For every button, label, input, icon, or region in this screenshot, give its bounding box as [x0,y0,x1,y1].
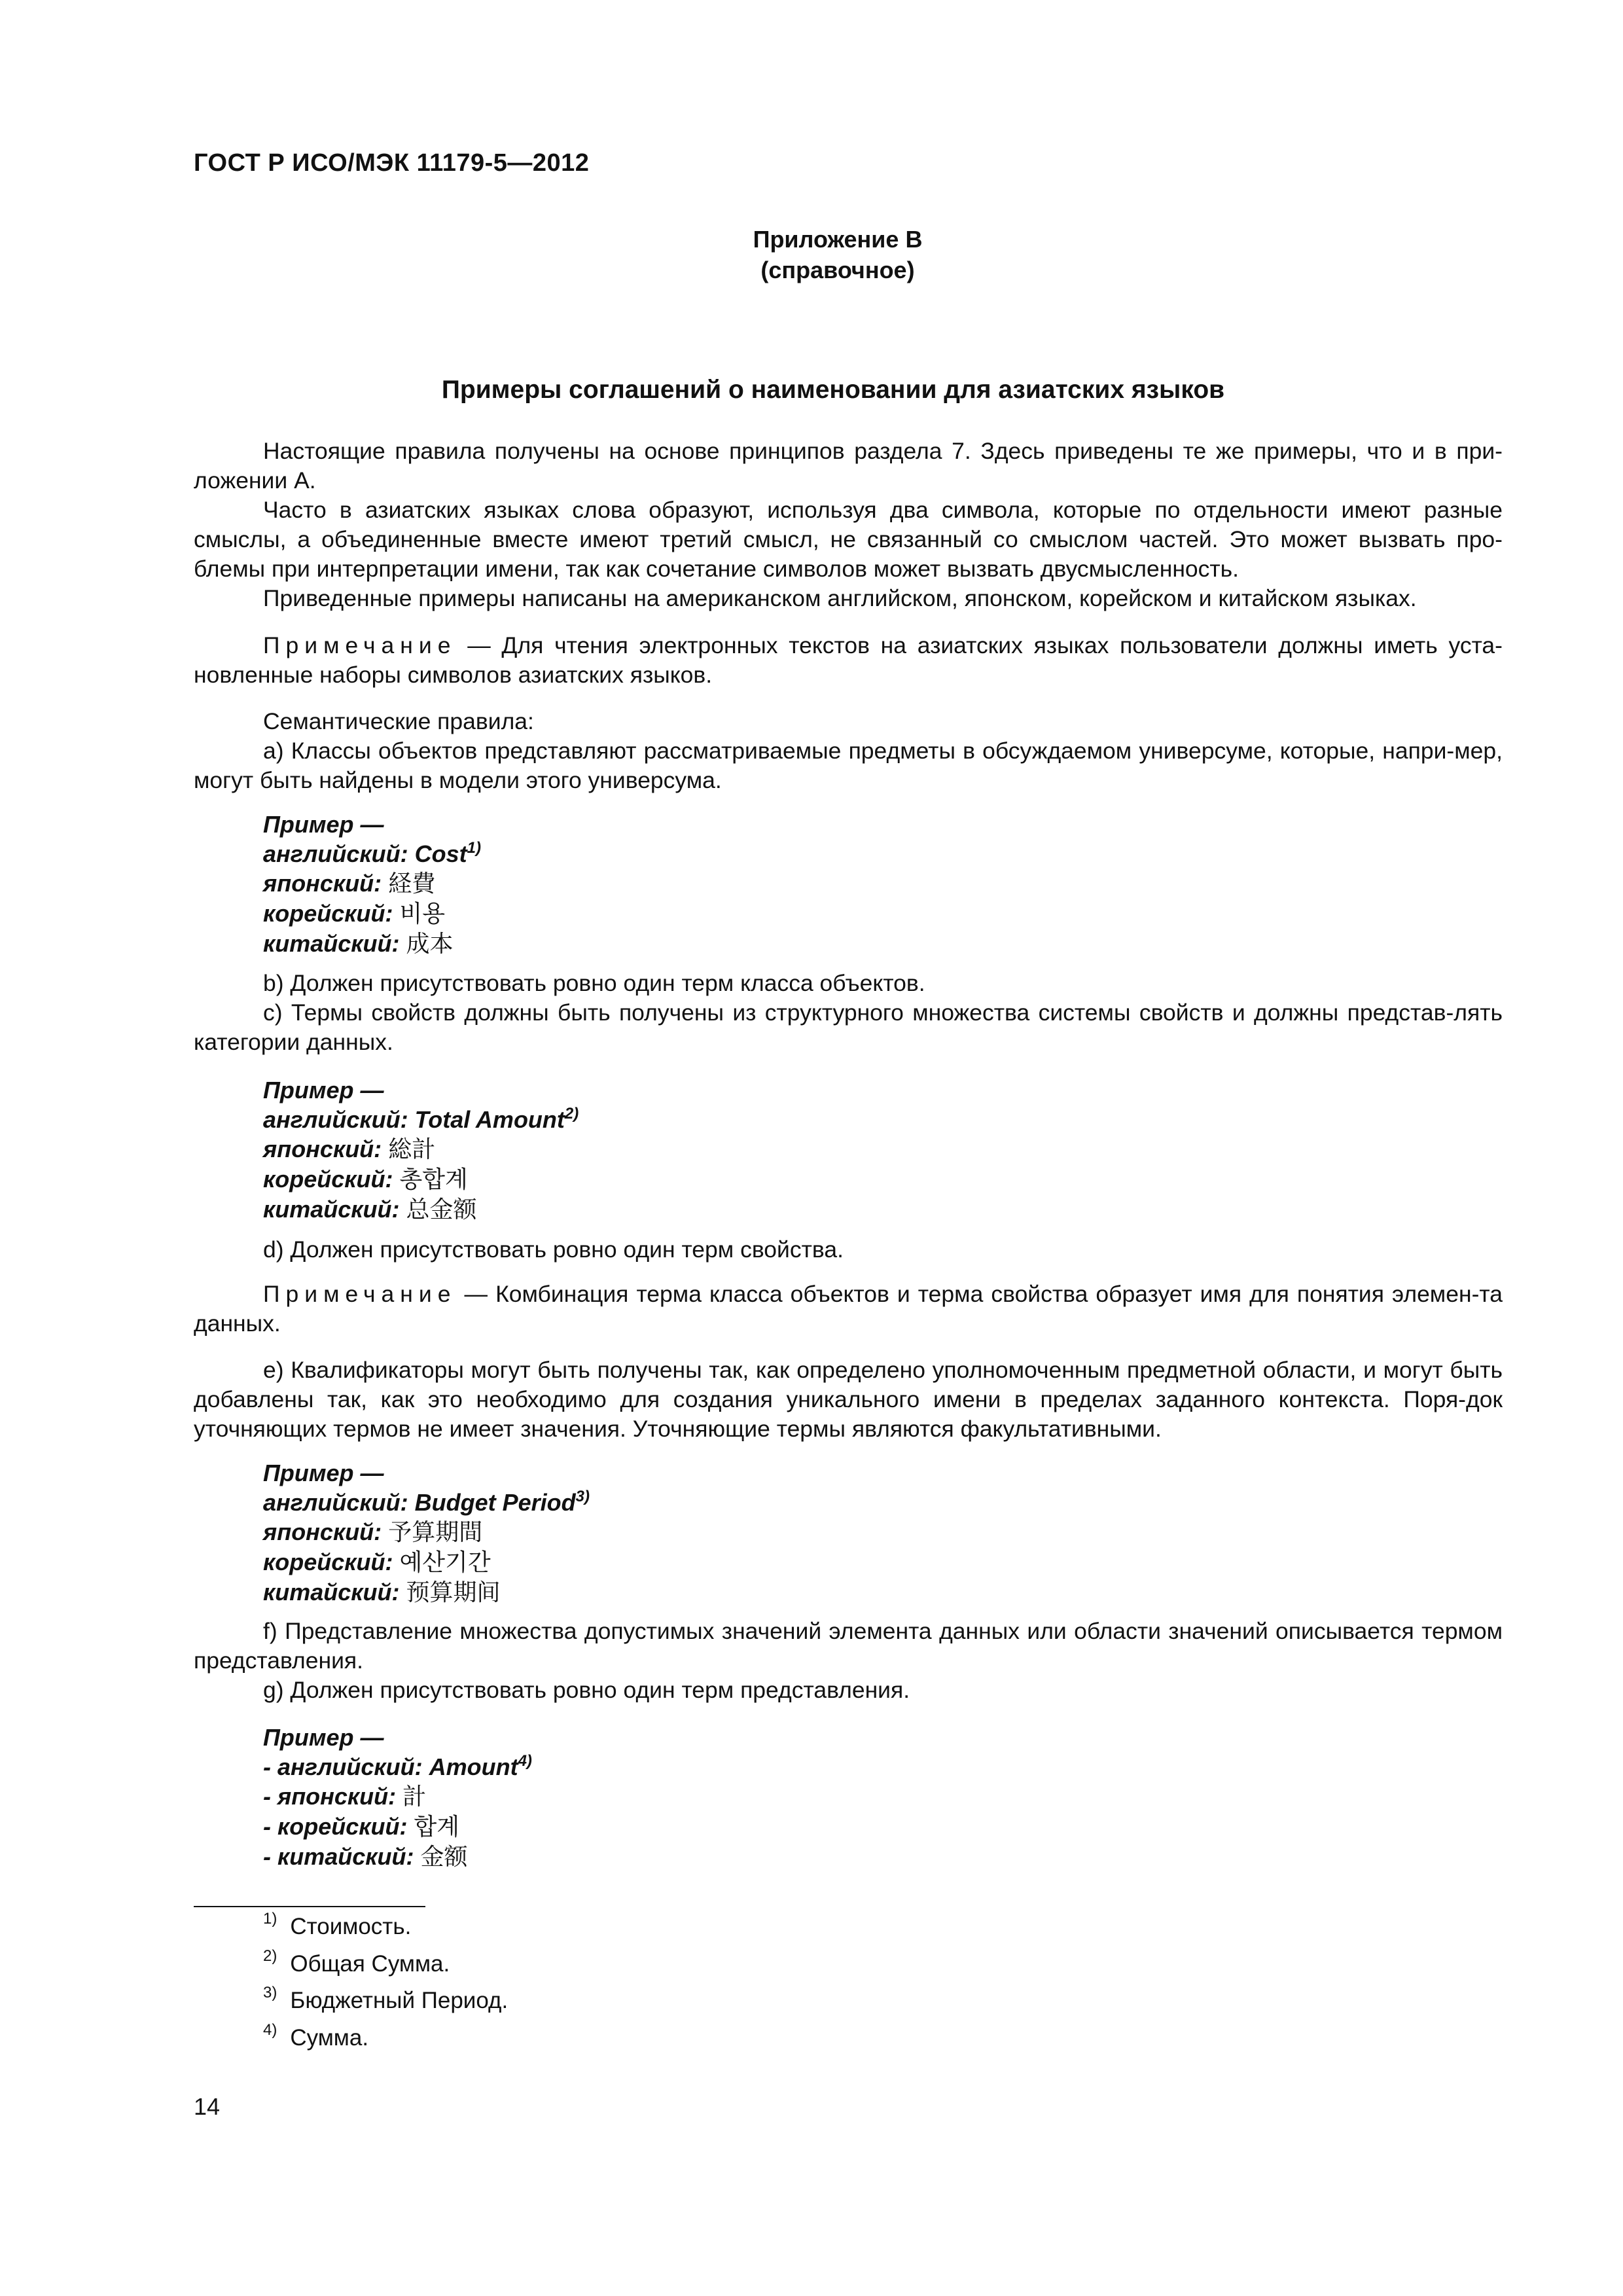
footnote-2 [263,1947,450,1977]
term-ko: 총합계 [399,1166,468,1193]
footnote-ref: 2) [564,1105,579,1122]
example-heading: Пример — [263,1460,384,1486]
lang-label-en: английский: [263,1489,408,1516]
rule-b: b) Должен присутствовать ровно один терм класса объектов. [263,970,925,996]
lang-label-ja: японский: [263,1136,382,1162]
paragraph-intro: Настоящие правила получены на основе принципов раздела 7. Здесь приведены те же примеры, что и в при-ложении А. [194,438,1503,493]
example-block-3 [263,1458,590,1607]
note-charsets [194,631,1503,690]
term-ja: 経費 [388,870,436,897]
example-block-2 [263,1075,579,1225]
lang-label-zh: китайский: [263,930,400,957]
term-zh: 成本 [406,931,454,958]
term-zh: 金额 [420,1844,468,1871]
annex-label: Приложение В [753,226,923,253]
term-en: Amount [429,1753,518,1780]
footnote-1 [263,1910,412,1940]
lang-label-en: английский: [263,840,408,867]
footnote-text: Общая Сумма. [290,1951,450,1977]
example-heading: Пример — [263,1724,384,1751]
footnote-4 [263,2021,369,2051]
note-label: Примечание [263,632,457,658]
lang-label-en: английский: [263,1106,408,1133]
lang-label-zh: китайский: [263,1579,400,1605]
lang-label-ja: японский: [263,1518,382,1545]
paragraph-languages: Приведенные примеры написаны на американском английском, японском, корейском и китайском языках. [263,585,1417,611]
annex-title: Примеры соглашений о наименовании для азиатских языков [441,376,1225,404]
lang-label-ja: - японский: [263,1783,397,1810]
lang-label-ko: - корейский: [263,1813,408,1840]
lang-label-ko: корейский: [263,900,393,927]
lang-label-ja: японский: [263,870,382,897]
lang-label-zh: - китайский: [263,1843,414,1870]
example-heading: Пример — [263,1077,384,1103]
lang-label-ko: корейский: [263,1166,393,1193]
term-ko: 예산기간 [399,1549,491,1576]
footnote-ref: 4) [518,1752,532,1770]
term-ja: 予算期間 [388,1519,483,1546]
footnote-3 [263,1984,508,2014]
footnote-text: Сумма. [290,2025,369,2051]
footnote-mark: 2) [263,1947,277,1965]
rule-d: d) Должен присутствовать ровно один терм свойства. [263,1236,844,1263]
example-heading: Пример — [263,811,384,838]
note-label: Примечание [263,1281,457,1307]
rule-g: g) Должен присутствовать ровно один терм представления. [263,1677,910,1703]
term-ja: 計 [402,1784,427,1810]
footnote-mark: 3) [263,1984,277,2001]
example-block-4 [263,1723,532,1872]
rule-e: е) Квалификаторы могут быть получены так, как определено уполномоченным предметной области, и могут быть добавлены так, как это необходимо для создания уникального имени в пределах заданного контекста. Поря-док уточняющих термов не имеет значения. Уточняющие термы являются факультативными. [194,1357,1503,1442]
footnote-ref: 3) [575,1488,590,1505]
annex-type: (справочное) [760,257,915,283]
note-combination [194,1280,1503,1338]
lang-label-ko: корейский: [263,1549,393,1575]
standard-designation: ГОСТ Р ИСО/МЭК 11179-5—2012 [194,149,590,177]
term-zh: 总金额 [406,1196,477,1223]
term-zh: 预算期间 [406,1579,501,1606]
rule-f: f) Представление множества допустимых значений элемента данных или области значений описывается термом представления. [194,1618,1503,1674]
footnote-mark: 4) [263,2021,277,2039]
rule-a: а) Классы объектов представляют рассматриваемые предметы в обсуждаемом универсуме, которые, напри-мер, могут быть найдены в модели этого универсума. [194,738,1503,793]
term-ja: 総計 [388,1136,436,1163]
lang-label-en: - английский: [263,1753,423,1780]
paragraph-semantic-rules: Семантические правила: [263,708,534,734]
page-number: 14 [194,2093,221,2120]
term-en: Total Amount [414,1106,565,1133]
term-en: Budget Period [414,1489,576,1516]
term-en: Cost [414,840,467,867]
footnote-text: Стоимость. [290,1914,412,1939]
example-block-1 [263,810,481,959]
footnote-text: Бюджетный Период. [290,1988,508,2013]
lang-label-zh: китайский: [263,1196,400,1223]
footnote-ref: 1) [467,839,481,857]
note-text: — Для чтения электронных текстов на азиатских языках пользователи должны иметь уста-новленные наборы символов азиатских языков. [194,632,1503,688]
footnote-separator [194,1906,425,1907]
term-ko: 비용 [399,901,446,927]
footnote-mark: 1) [263,1910,277,1928]
rule-c: с) Термы свойств должны быть получены из структурного множества системы свойств и должны представ-лять категории данных. [194,999,1503,1055]
term-ko: 합계 [414,1814,460,1840]
note-text: — Комбинация терма класса объектов и терма свойства образует имя для понятия элемен-та данных. [194,1281,1503,1336]
paragraph-characters: Часто в азиатских языках слова образуют, используя два символа, которые по отдельности имеют разные смыслы, а объединенные вместе имеют третий смысл, не связанный со смыслом частей. Это может вызвать про-блемы при интерпретации имени, так как сочетание символов может вызвать двусмысленность. [194,497,1503,582]
